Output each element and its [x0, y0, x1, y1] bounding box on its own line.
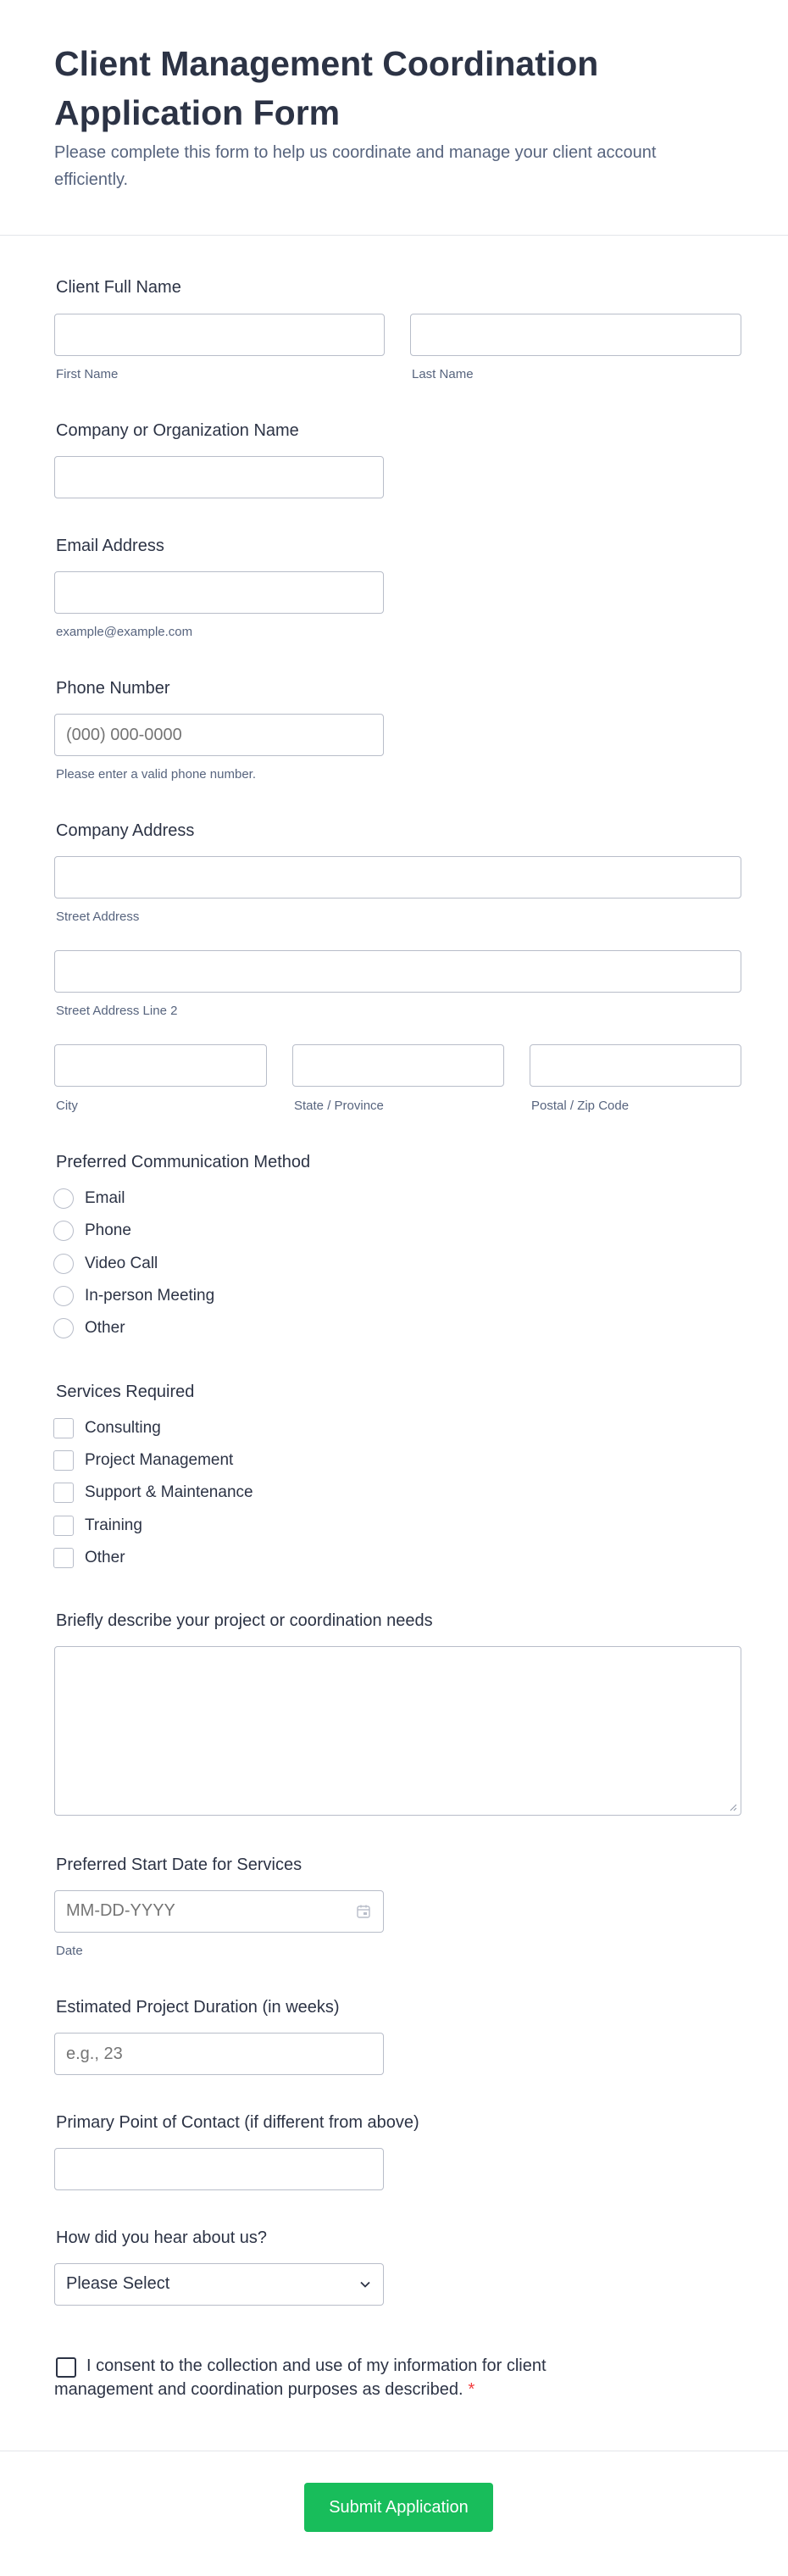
- services-label: Services Required: [56, 1383, 195, 1401]
- resize-handle-icon[interactable]: [729, 1803, 737, 1811]
- email-sublabel: example@example.com: [56, 625, 193, 639]
- contact-input[interactable]: [54, 2148, 384, 2190]
- checkbox-support-maintenance-label: Support & Maintenance: [85, 1483, 253, 1501]
- last-name-input[interactable]: [410, 314, 741, 356]
- submit-button[interactable]: Submit Application: [304, 2483, 493, 2532]
- radio-in-person-label: In-person Meeting: [85, 1287, 215, 1305]
- company-name-input[interactable]: [54, 456, 384, 498]
- street-address-line2-sublabel: Street Address Line 2: [56, 1004, 178, 1018]
- radio-phone[interactable]: [53, 1221, 74, 1241]
- street-address-input[interactable]: [54, 856, 741, 899]
- header-divider: [0, 235, 788, 236]
- consent-label: [54, 2354, 613, 2401]
- client-name-label: Client Full Name: [56, 278, 181, 297]
- calendar-icon[interactable]: [356, 1904, 371, 1919]
- description-label: Briefly describe your project or coordination needs: [56, 1611, 433, 1630]
- city-sublabel: City: [56, 1099, 78, 1113]
- communication-label: Preferred Communication Method: [56, 1153, 311, 1171]
- form-title-line1: Client Management Coordination: [54, 44, 599, 83]
- checkbox-consulting[interactable]: [53, 1418, 74, 1438]
- consent-text: I consent to the collection and use of my information for client management and coordination purposes as described.: [54, 2356, 547, 2399]
- form-subtitle: Please complete this form to help us coordinate and manage your client account efficiently.: [54, 143, 657, 189]
- duration-input[interactable]: [54, 2033, 384, 2075]
- radio-in-person[interactable]: [53, 1286, 74, 1306]
- company-name-label: Company or Organization Name: [56, 421, 299, 440]
- email-input[interactable]: [54, 571, 384, 614]
- radio-email-label: Email: [85, 1189, 125, 1207]
- referral-selected-value: Please Select: [66, 2274, 170, 2293]
- email-label: Email Address: [56, 537, 164, 555]
- checkbox-support-maintenance[interactable]: [53, 1483, 74, 1503]
- referral-select[interactable]: [54, 2263, 384, 2306]
- start-date-input[interactable]: [55, 1891, 343, 1931]
- required-mark: *: [468, 2380, 475, 2399]
- radio-video-call[interactable]: [53, 1254, 74, 1274]
- checkbox-project-management[interactable]: [53, 1450, 74, 1471]
- address-label: Company Address: [56, 821, 195, 840]
- referral-label: How did you hear about us?: [56, 2228, 268, 2247]
- radio-video-call-label: Video Call: [85, 1255, 158, 1272]
- phone-input[interactable]: [54, 714, 384, 756]
- start-date-sublabel: Date: [56, 1944, 83, 1958]
- checkbox-project-management-label: Project Management: [85, 1451, 234, 1469]
- checkbox-training[interactable]: [53, 1516, 74, 1536]
- checkbox-consulting-label: Consulting: [85, 1419, 161, 1437]
- radio-other[interactable]: [53, 1318, 74, 1338]
- zip-input[interactable]: [530, 1044, 741, 1087]
- form-title-line2: Application Form: [54, 93, 341, 132]
- form-title: [54, 39, 732, 137]
- start-date-field[interactable]: [54, 1890, 384, 1933]
- first-name-sublabel: First Name: [56, 367, 119, 381]
- street-address-sublabel: Street Address: [56, 910, 140, 924]
- state-input[interactable]: [292, 1044, 504, 1087]
- radio-other-label: Other: [85, 1319, 125, 1337]
- chevron-down-icon: [359, 2278, 371, 2290]
- checkbox-other-label: Other: [85, 1549, 125, 1566]
- contact-label: Primary Point of Contact (if different from above): [56, 2113, 419, 2132]
- radio-email[interactable]: [53, 1188, 74, 1209]
- description-textarea[interactable]: [54, 1646, 741, 1816]
- checkbox-training-label: Training: [85, 1516, 142, 1534]
- city-input[interactable]: [54, 1044, 267, 1087]
- first-name-input[interactable]: [54, 314, 385, 356]
- state-sublabel: State / Province: [294, 1099, 384, 1113]
- zip-sublabel: Postal / Zip Code: [531, 1099, 630, 1113]
- checkbox-other[interactable]: [53, 1548, 74, 1568]
- radio-phone-label: Phone: [85, 1221, 131, 1239]
- last-name-sublabel: Last Name: [412, 367, 474, 381]
- phone-sublabel: Please enter a valid phone number.: [56, 767, 256, 782]
- start-date-label: Preferred Start Date for Services: [56, 1855, 302, 1874]
- street-address-line2-input[interactable]: [54, 950, 741, 993]
- duration-label: Estimated Project Duration (in weeks): [56, 1998, 340, 2017]
- phone-label: Phone Number: [56, 679, 170, 698]
